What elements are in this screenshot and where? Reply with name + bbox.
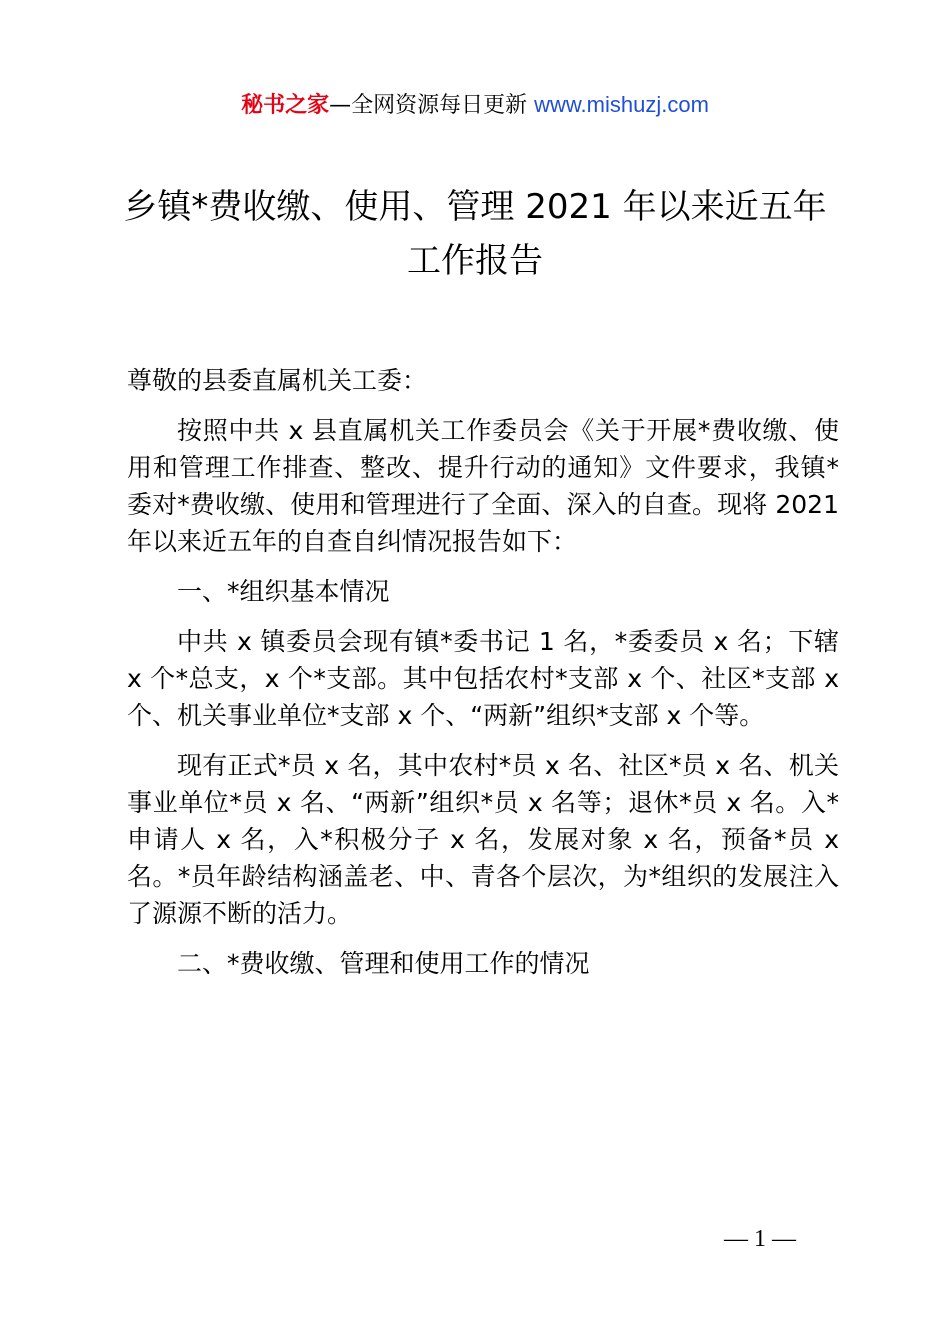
document-title: [110, 180, 840, 288]
section-heading-2: 二、*费收缴、管理和使用工作的情况: [177, 949, 590, 978]
intro-paragraph: 按照中共 x 县直属机关工作委员会《关于开展*费收缴、使用和管理工作排查、整改、提升行动的通知》文件要求，我镇*委对*费收缴、使用和管理进行了全面、深入的自查。现将 2021 年以来近五年的自查自纠情况报告如下：: [127, 416, 839, 556]
paragraph-organization: 中共 x 镇委员会现有镇*委书记 1 名，*委委员 x 名；下辖 x 个*总支，x 个*支部。其中包括农村*支部 x 个、社区*支部 x 个、机关事业单位*支部 x 个、“两新”组织*支部 x 个等。: [127, 627, 839, 730]
site-url-link[interactable]: www.mishuzj.com: [534, 92, 709, 117]
document-body: [127, 362, 839, 995]
salutation: 尊敬的县委直属机关工委：: [127, 366, 428, 395]
paragraph-members: 现有正式*员 x 名，其中农村*员 x 名、社区*员 x 名、机关事业单位*员 x 名、“两新”组织*员 x 名等；退休*员 x 名。入*申请人 x 名，入*积极分子 x 名，发展对象 x 名，预备*员 x 名。*员年龄结构涵盖老、中、青各个层次，为*组织的发展注入了源源不断的活力。: [127, 751, 839, 928]
brand-slogan: —全网资源每日更新: [329, 93, 528, 118]
site-banner: [0, 88, 950, 123]
brand-name: 秘书之家: [241, 93, 330, 118]
title-line-2: 工作报告: [407, 241, 543, 281]
page-number: — 1 —: [724, 1226, 796, 1252]
title-line-1: 乡镇*费收缴、使用、管理 2021 年以来近五年: [123, 187, 827, 227]
section-heading-1: 一、*组织基本情况: [177, 577, 390, 606]
